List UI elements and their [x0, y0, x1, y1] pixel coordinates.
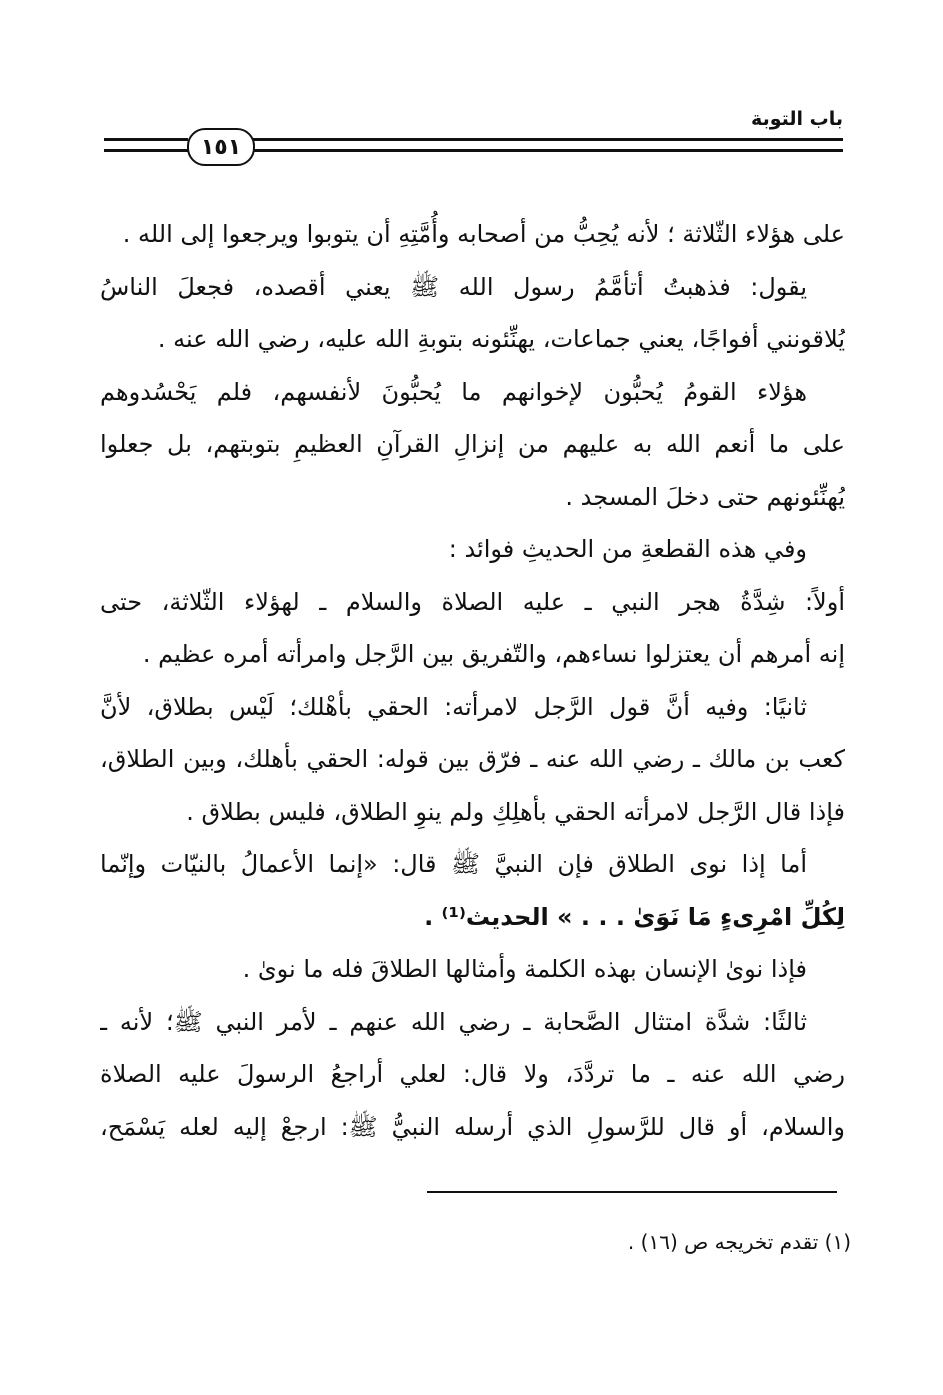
chapter-title: باب التوبة — [751, 108, 843, 130]
text-line: فإذا نوىٰ الإنسان بهذه الكلمة وأمثالها الطلاقَ فله ما نوىٰ . — [242, 955, 807, 983]
page-number-frame — [187, 128, 255, 166]
text-line: والسلام، أو قال للرَّسولِ الذي أرسله النبيُّ ﷺ: ارجعْ إليه لعله يَسْمَح، — [100, 1112, 845, 1141]
header-rule-top-right — [251, 138, 843, 141]
text-line: أولاً: شِدَّةُ هجر النبي ـ عليه الصلاة والسلام ـ لهؤلاء الثّلاثة، حتى — [100, 587, 845, 616]
text-line: ثالثًا: شدَّة امتثال الصَّحابة ـ رضي الله عنهم ـ لأمر النبي ﷺ؛ لأنه ـ — [100, 1007, 807, 1036]
text-line: إنه أمرهم أن يعتزلوا نساءهم، والتّفريق بين الرَّجل وامرأته أمره عظيم . — [142, 640, 845, 668]
main-text — [100, 208, 845, 1153]
text-line: هؤلاء القومُ يُحبُّون لإخوانهم ما يُحبُّونَ لأنفسهم، فلم يَحْسُدوهم — [100, 377, 807, 406]
page-number: ١٥١ — [200, 134, 242, 160]
text-line: أما إذا نوى الطلاق فإن النبيَّ ﷺ قال: «إنما الأعمالُ بالنيّات وإنّما — [100, 850, 807, 878]
text-line: على هؤلاء الثّلاثة ؛ لأنه يُحِبُّ من أصحابه وأُمَّتِهِ أن يتوبوا ويرجعوا إلى الله . — [122, 220, 845, 248]
header-rule-bottom-left — [104, 149, 188, 152]
footnote-separator — [427, 1191, 837, 1193]
text-line: يقول: فذهبتُ أتأمَّمُ رسول الله ﷺ يعني أقصده، فجعلَ الناسُ — [100, 272, 807, 301]
header-rule-top-left — [104, 138, 188, 141]
footnote: (١) تقدم تخريجه ص (١٦) . — [627, 1230, 851, 1254]
text-line: لِكُلِّ امْرِىءٍ مَا نَوَىٰ . . . » الحديث⁽¹⁾ . — [424, 902, 845, 931]
text-line: كعب بن مالك ـ رضي الله عنه ـ فرّق بين قوله: الحقي بأهلك، وبين الطلاق، — [100, 745, 845, 773]
text-line: رضي الله عنه ـ ما تردَّدَ، ولا قال: لعلي أراجعُ الرسولَ عليه الصلاة — [100, 1060, 845, 1088]
text-line: على ما أنعم الله به عليهم من إنزالِ القرآنِ العظيمِ بتوبتهم، بل جعلوا — [100, 430, 845, 458]
text-line: يُهنِّئونهم حتى دخلَ المسجد . — [565, 482, 845, 511]
text-line: فإذا قال الرَّجل لامرأته الحقي بأهلِكِ ولم ينوِ الطلاق، فليس بطلاق . — [186, 797, 845, 826]
header-rule-bottom-right — [251, 149, 843, 152]
text-line: وفي هذه القطعةِ من الحديثِ فوائد : — [448, 535, 807, 563]
text-line: ثانيًا: وفيه أنَّ قول الرَّجل لامرأته: الحقي بأهْلك؛ لَيْس بطلاق، لأنَّ — [100, 692, 807, 721]
text-line: يُلاقونني أفواجًا، يعني جماعات، يهنِّئونه بتوبةِ الله عليه، رضي الله عنه . — [157, 325, 845, 353]
